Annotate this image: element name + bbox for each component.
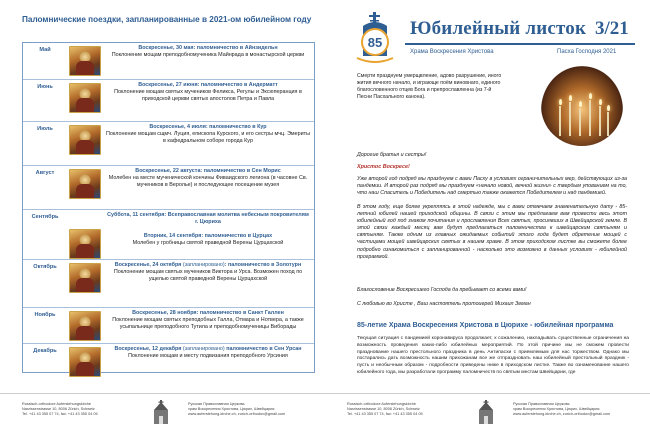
leaflet-title: Юбилейный листок [410, 18, 587, 39]
month-label: Декабрь [33, 348, 57, 354]
month-label: Июль [37, 126, 53, 132]
entry-detail: Поклонение мощам сщмч. Луция, епископа Курского, и его сестры мчц. Эмериты в кафедральном соборе города Кур [106, 131, 310, 144]
month-label: Май [39, 47, 51, 53]
troparion-text: Смерти празднуем умерщвление, адово разрушение, иного жития вечного начало, и играюще поём виновнаго, единого благословенного отцев Бога и препрославленна (из 7-й Песни Пасхального канона). [357, 73, 502, 100]
month-label: Сентябрь [31, 214, 59, 220]
section-heading: 85-летие Храма Воскресения Христова в Цюрихе - юбилейная программа [357, 322, 614, 329]
entry-detail: Молебен у гробницы святой праведной Верены Цурцахской [132, 240, 284, 246]
easter-date: Пасха Господня 2021 [557, 49, 617, 55]
schedule-row [23, 259, 314, 307]
church-name: Храма Воскресения Христова [410, 49, 494, 55]
left-footer [0, 393, 325, 433]
entry-headline: Воскресенье, 30 мая: паломничество в Айнзидельн [138, 45, 278, 51]
icon-thumbnail [69, 347, 101, 377]
icon-thumbnail [69, 46, 101, 76]
schedule-row [23, 165, 314, 209]
entry-detail: Поклонение мощам святых преподобных Галла, Отмара и Нотвера, а также усыпальнице преподобного Тутила и преподобномученицы Виборады [112, 317, 304, 330]
entry-headline: Воскресенье, 27 июня: паломничество в Андерматт [138, 82, 278, 88]
icon-thumbnail [69, 125, 101, 155]
month-label: Ноябрь [34, 312, 56, 318]
footer-address-de: Russisch-orthodoxe Auferstehungskirche Narzissenstrasse 10, 8006 Zürich, Schweiz Tel. +41 43 355 07 74, fax: +41 43 355 04 05 [22, 402, 98, 416]
schedule-entry [105, 168, 311, 189]
entry-headline: Воскресенье, 12 декабря (запланировано) паломничество в Сен Урсан [114, 346, 302, 352]
candles-photo [541, 66, 623, 146]
svg-text:85: 85 [367, 35, 383, 50]
entry-detail: Молебен на месте мученической кончины Фиваидского легиона (в часовне Св. мучеников в Верольe) и последующее посещение музея [108, 175, 308, 188]
entry-headline: Суббота, 11 сентября: Всеправославная молитва небесным покровителям г. Цюриха [107, 212, 309, 225]
pilgrimage-schedule-table [22, 42, 315, 373]
entry-headline: Вторник, 14 сентября: паломничество в Цурцах [143, 233, 273, 239]
icon-thumbnail [69, 311, 101, 341]
entry-headline: Воскресенье, 22 августа: паломничество в Сен Морис [135, 168, 281, 174]
church-crest-icon [148, 400, 174, 426]
schedule-entry [105, 124, 311, 145]
paschal-greeting: Христос Воскресе! [357, 164, 410, 170]
right-footer [325, 393, 650, 433]
footer-address-de: Russisch-orthodoxe Auferstehungskirche Narzissenstrasse 10, 8006 Zürich, Schweiz Tel. +41 43 355 07 74, fax: +41 43 355 04 05 [347, 402, 423, 416]
greeting: Дорогие братья и сестры! [357, 152, 427, 158]
issue-number: 3/21 [595, 18, 629, 39]
entry-detail: Поклонение мощам святых мучеников Виктора и Урса. Возможен поход по ущелью святой праведной Верены Цурцахской [113, 269, 303, 282]
schedule-entry [105, 233, 311, 247]
pilgrimage-schedule-title: Паломнические поездки, запланированные в 2021-ом юбилейном году [22, 15, 312, 24]
entry-headline: Воскресенье, 28 ноября: паломничество в Санкт Галлен [132, 310, 284, 316]
jubilee-85-logo-icon [353, 12, 397, 66]
title-underline [405, 43, 635, 45]
schedule-entry [105, 82, 311, 103]
program-body-text: Текущая ситуация с пандемией коронавируса продолжает, к сожалению, накладывать существенные ограничения на возможность проведения каких-либо юбилейных мероприятий. По этой причине мы не сможем провести празднование нашего престольного праздника в день Антипасхи с приемлемым для нас торжеством. Однако мы постарались дать возможность нашим прихожанам все же отпраздновать наш юбилейный престольный праздник - пусть и необычным образом - подробности приведены ниже в приходском листке. Также во ознаменование нашего юбилейного года, мы разработали программу паломничеств по святым местам Швейцарии, где [357, 336, 629, 375]
entry-detail: Поклонение мощам и месту подвизания преподобного Урсиния [128, 353, 288, 359]
signature-line: С любовью во Христе , Ваш настоятель протоиерей Михаил Земан [357, 301, 531, 307]
schedule-row [23, 79, 314, 121]
schedule-entry [105, 212, 311, 226]
icon-thumbnail [69, 83, 101, 113]
month-label: Август [35, 170, 55, 176]
church-crest-icon [473, 400, 499, 426]
right-page [325, 0, 650, 433]
schedule-row [23, 209, 314, 231]
month-label: Октябрь [33, 264, 57, 270]
month-label: Июнь [37, 84, 53, 90]
schedule-entry [105, 262, 311, 283]
icon-thumbnail [69, 229, 101, 259]
schedule-row [23, 231, 314, 259]
paragraph-3: Благословение Воскресшего Господа да пребывает со всеми вами! [357, 287, 527, 293]
paragraph-1: Уже второй год подряд мы празднуем с вами Пасху в условиях ограничительных мер, действующих из-за пандемии. И второй раз подряд мы празднуем «начало новой, вечной жизни» с твердым упованием на то, что наш Спаситель и Победитель над смертью также окажется Победителем и над пандемией. [357, 176, 627, 197]
schedule-row [23, 343, 314, 374]
paragraph-2: В этом году, еще более укрепляясь в этой надежде, мы с вами отмечаем знаменательную дату - 85-летний юбилей нашей приходской общины. В связи с этим мы предлагаем вам провести весь этот юбилейный год под знаком почитания и прославления Всех святых, просиявших в Швейцарской земле. В этой связи каждый месяц вам будут предлагаться паломничества к швейцарским святыням и святыням. Также одним из главных ожидаемых событий этого года будет обретение мощей с частицами мощей швейцарских святых в нашем храме. В этом приходском листке вы сможете более подробно ознакомиться с запланированной - насколько это возможно в данных условиях - юбилейной программой. [357, 204, 627, 260]
entry-headline: Воскресенье, 4 июля: паломничество в Кур [149, 124, 267, 130]
footer-address-ru: Русская Православная Церковь храм Воскресения Христова, Цюрих, Швейцария www.auferstehung-kirche.ch, zurich-orthodox@gmail.com [513, 402, 611, 416]
entry-headline: Воскресенье, 24 октября (запланировано): паломничество в Золотурн [114, 262, 302, 268]
icon-thumbnail [69, 263, 101, 293]
schedule-entry [105, 346, 311, 360]
icon-thumbnail [69, 169, 101, 199]
schedule-row [23, 43, 314, 79]
entry-detail: Поклонение мощам преподобномученика Майнрада в монастырской церкви [111, 52, 305, 58]
schedule-row [23, 121, 314, 165]
schedule-row [23, 307, 314, 343]
entry-detail: Поклонение мощам святых мучеников Феликса, Регулы и Эксюперанция в приходской церкви святых апостолов Петра и Павла [114, 89, 302, 102]
schedule-entry [105, 45, 311, 59]
schedule-entry [105, 310, 311, 331]
footer-address-ru: Русская Православная Церковь храм Воскресения Христова, Цюрих, Швейцария www.auferstehung-kirche.ch, zurich-orthodox@gmail.com [188, 402, 286, 416]
